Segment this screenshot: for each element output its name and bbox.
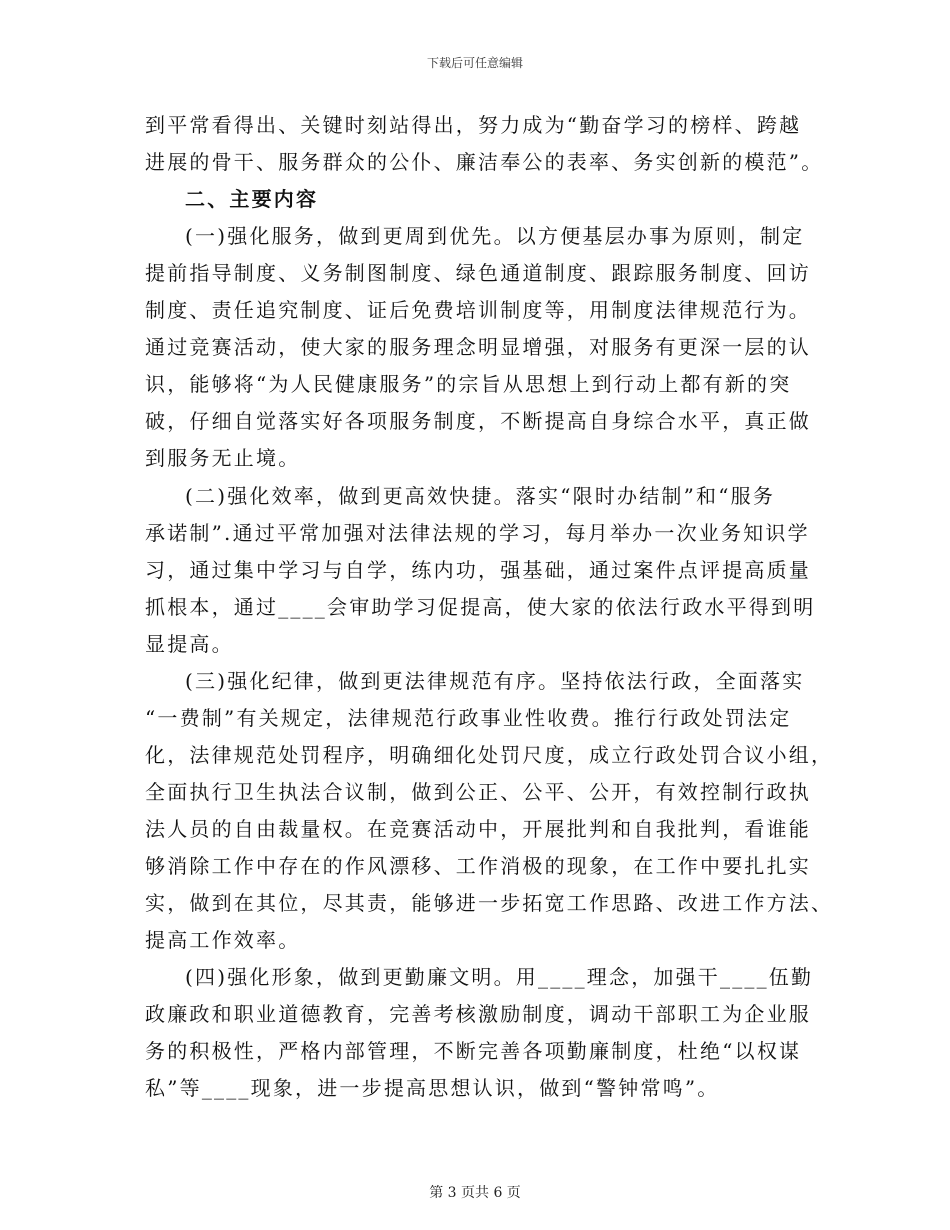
text-line: 承诺制”.通过平常加强对法律法规的学习，每月举办一次业务知识学 <box>145 521 810 545</box>
text-line: 习，通过集中学习与自学，练内功，强基础，通过案件点评提高质量 <box>145 558 811 582</box>
text-line: 提前指导制度、义务制图制度、绿色通道制度、跟踪服务制度、回访 <box>145 261 811 285</box>
text-line: 私”等____现象，进一步提高思想认识，做到“警钟常鸣”。 <box>145 1076 720 1100</box>
text-line: 务的积极性，严格内部管理，不断完善各项勤廉制度，杜绝“以权谋 <box>145 1039 802 1063</box>
text-line: 化，法律规范处罚程序，明确细化处罚尺度，成立行政处罚合议小组， <box>145 743 834 767</box>
text-line: (四)强化形象，做到更勤廉文明。用____理念，加强干____伍勤 <box>185 965 814 989</box>
text-line: 实，做到在其位，尽其责，能够进一步拓宽工作思路、改进工作方法、 <box>145 891 834 915</box>
text-line: 提高工作效率。 <box>145 928 301 952</box>
text-line: (三)强化纪律，做到更法律规范有序。坚持依法行政，全面落实 <box>185 669 805 693</box>
page-header: 下载后可任意编辑 <box>426 56 523 70</box>
text-line: 够消除工作中存在的作风漂移、工作消极的现象，在工作中要扎扎实 <box>145 854 811 878</box>
text-line: 制度、责任追究制度、证后免费培训制度等，用制度法律规范行为。 <box>145 298 811 322</box>
text-line: 进展的骨干、服务群众的公仆、廉洁奉公的表率、务实创新的模范”。 <box>145 150 824 174</box>
text-line: 识，能够将“为人民健康服务”的宗旨从思想上到行动上都有新的突 <box>145 372 792 396</box>
text-line: “一费制”有关规定，法律规范行政事业性收费。推行行政处罚法定 <box>145 706 792 730</box>
page-footer: 第 3 页共 6 页 <box>429 1185 521 1201</box>
section-heading: 二、主要内容 <box>185 187 319 211</box>
text-line: 通过竞赛活动，使大家的服务理念明显增强，对服务有更深一层的认 <box>145 335 811 359</box>
text-line: 政廉政和职业道德教育，完善考核激励制度，调动干部职工为企业服 <box>145 1002 811 1026</box>
text-line: 法人员的自由裁量权。在竞赛活动中，开展批判和自我批判，看谁能 <box>145 817 811 841</box>
text-line: (一)强化服务，做到更周到优先。以方便基层办事为原则，制定 <box>185 224 805 248</box>
text-line: 抓根本，通过____会审助学习促提高，使大家的依法行政水平得到明 <box>145 595 816 619</box>
text-line: 到平常看得出、关键时刻站得出，努力成为“勤奋学习的榜样、跨越 <box>145 113 802 137</box>
text-line: 到服务无止境。 <box>145 446 301 470</box>
text-line: 显提高。 <box>145 632 234 656</box>
text-line: (二)强化效率，做到更高效快捷。落实“限时办结制”和“服务 <box>185 484 776 508</box>
text-line: 全面执行卫生执法合议制，做到公正、公平、公开，有效控制行政执 <box>145 780 811 804</box>
text-line: 破，仔细自觉落实好各项服务制度，不断提高自身综合水平，真正做 <box>145 409 811 433</box>
